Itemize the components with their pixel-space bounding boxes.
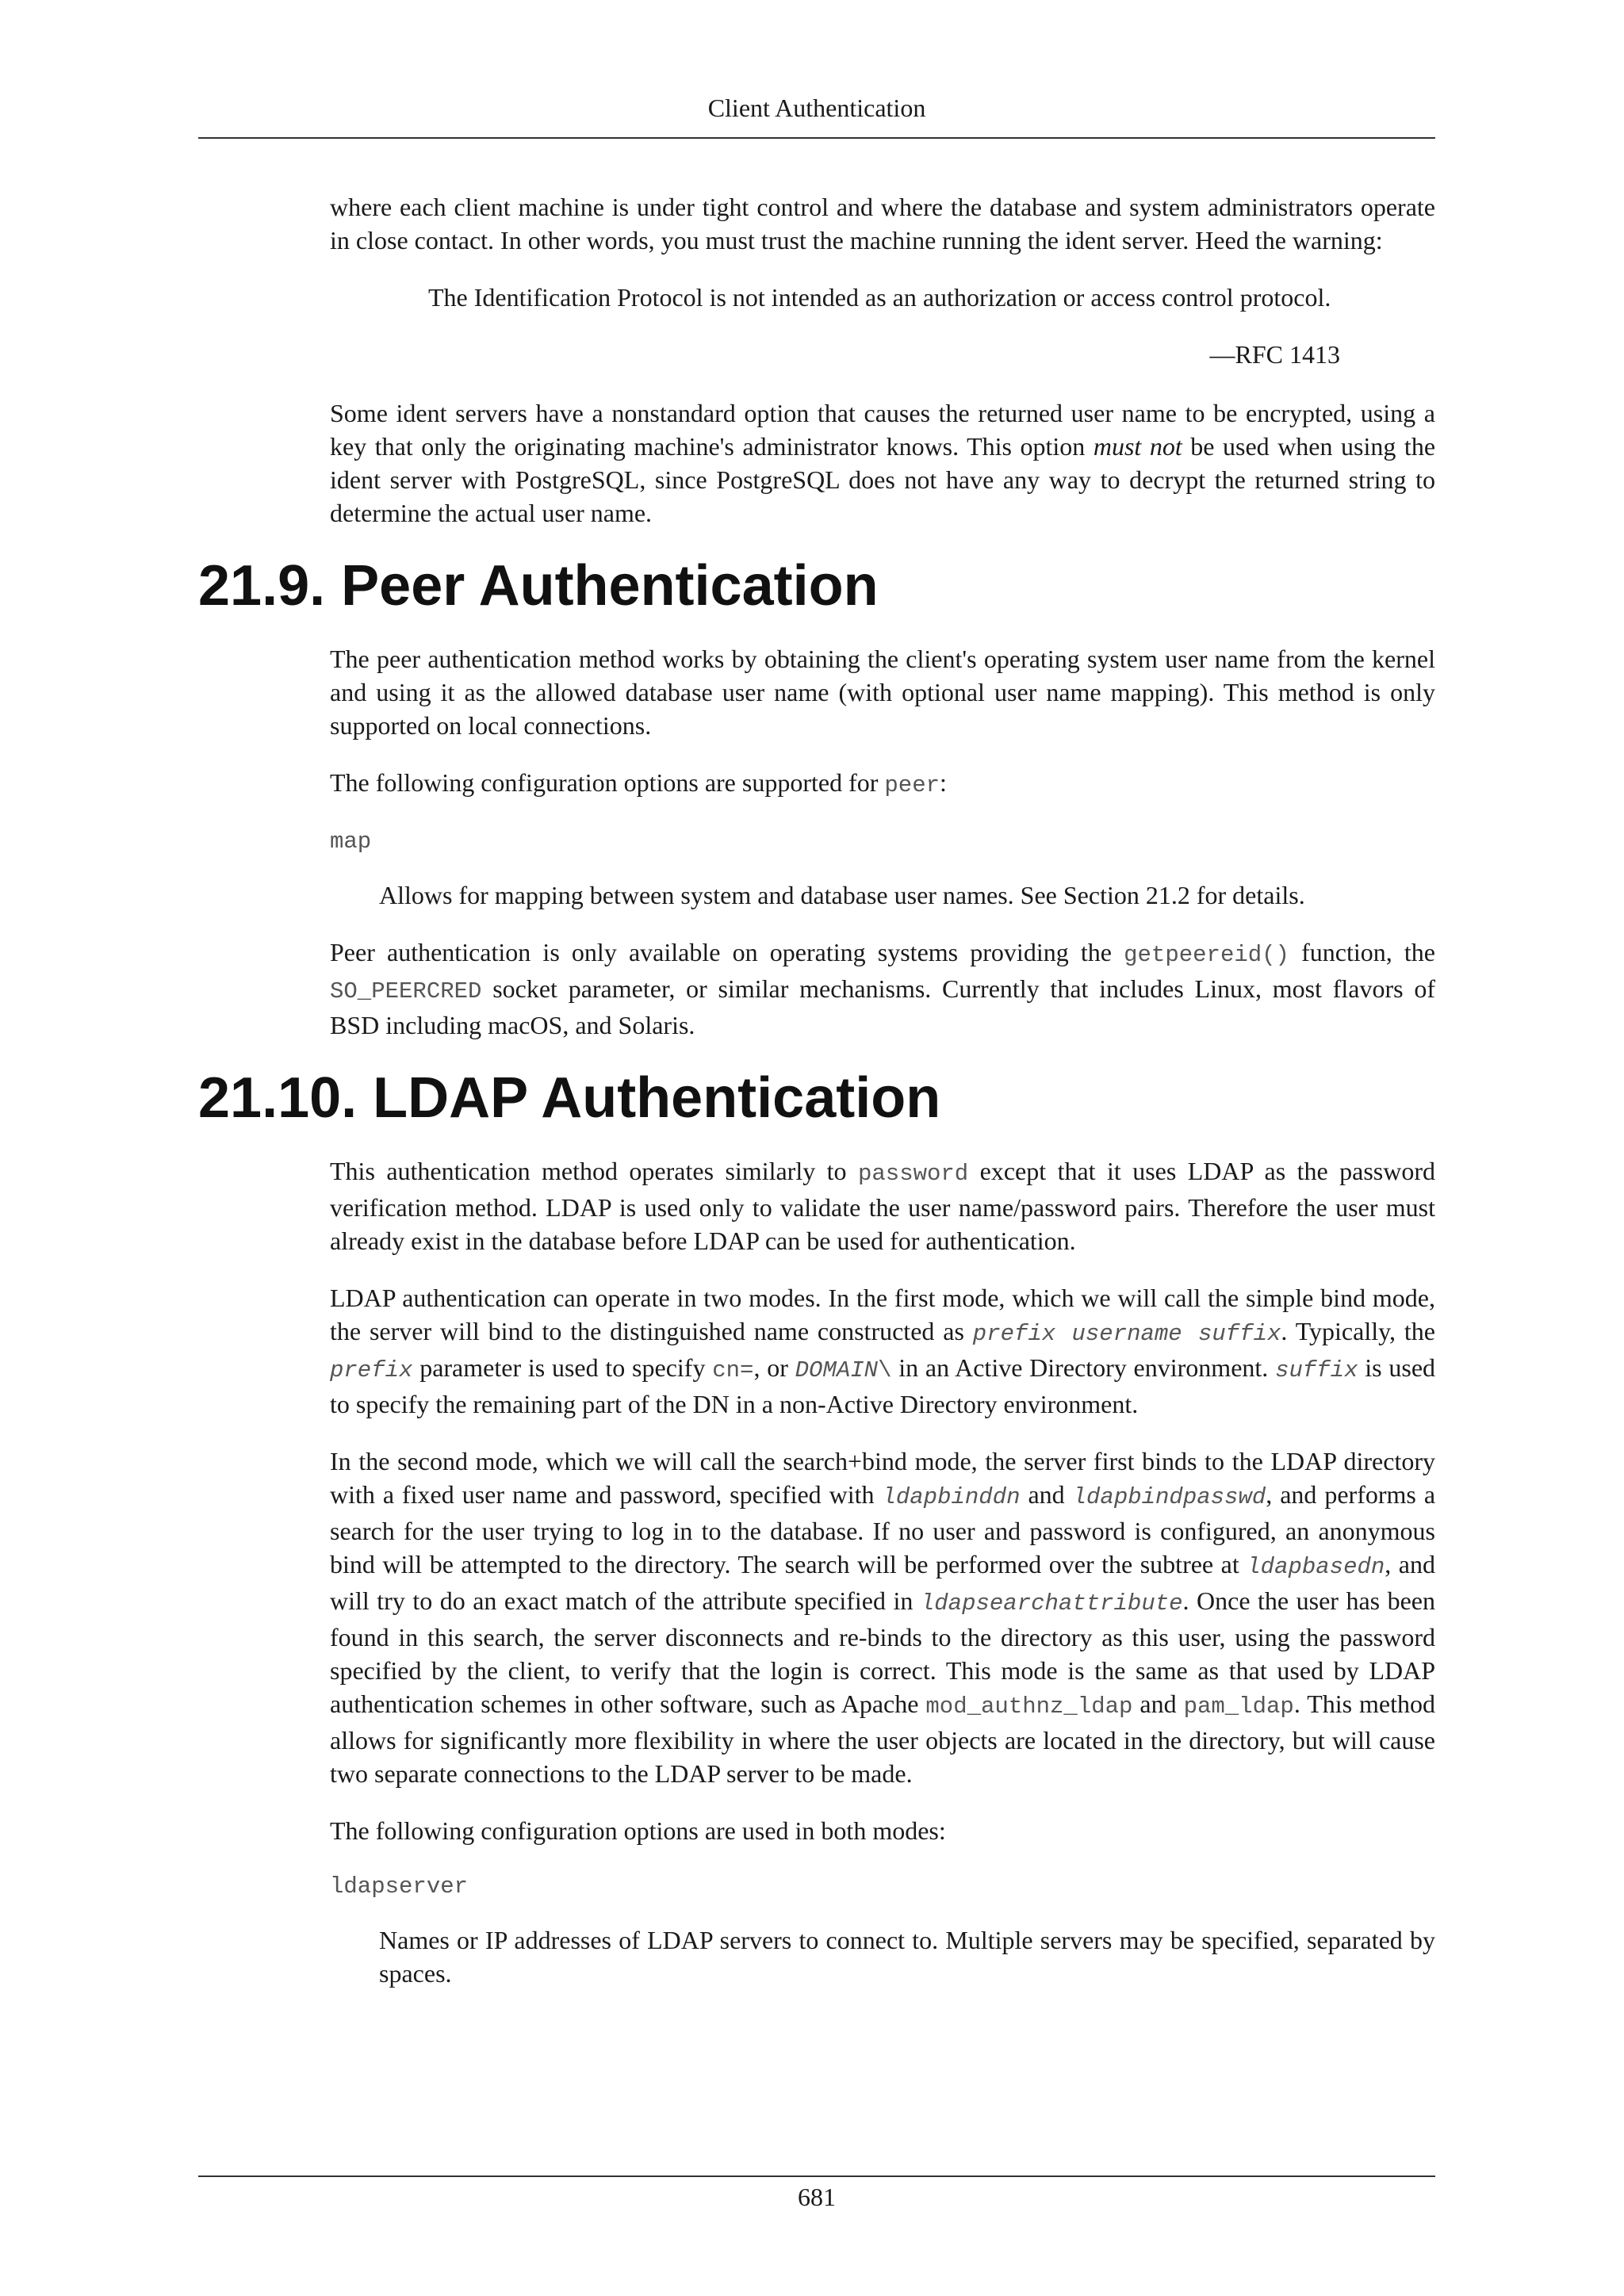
code-literal: mod_authnz_ldap: [925, 1693, 1133, 1720]
code-literal: peer: [884, 772, 940, 798]
text: :: [940, 768, 947, 797]
quote-text: The Identification Protocol is not intended as an authorization or access control protocol.: [428, 283, 1331, 312]
text: in an Active Directory environment.: [891, 1353, 1276, 1382]
text: , and performs a search for the user trying to log in to the database. If no user and password is configured, an anonymous bind will be attempted to the directory. The search will be performed over the subtree at: [330, 1480, 1436, 1578]
text: parameter is used to specify: [412, 1353, 713, 1382]
section-heading-peer: 21.9. Peer Authentication: [198, 554, 879, 618]
code-literal: SO_PEERCRED: [330, 978, 482, 1004]
text: and: [1132, 1689, 1184, 1718]
code-literal: pam_ldap: [1183, 1693, 1294, 1720]
option-definition-ldapserver: Names or IP addresses of LDAP servers to connect to. Multiple servers may be specified, separated by spaces.: [379, 1926, 1435, 1988]
text: is used to specify the remaining part of the DN in a non-Active Directory environment.: [330, 1353, 1436, 1418]
section-heading-ldap: 21.10. LDAP Authentication: [198, 1066, 941, 1130]
option-term-map: map: [330, 828, 372, 855]
option-term-ldapserver: ldapserver: [330, 1873, 469, 1900]
text: Some ident servers have a nonstandard option that causes the returned user name to be encrypted, using a key that only the originating machine's administrator knows. This option: [330, 399, 1435, 461]
ldap-simple-bind-paragraph: [330, 1281, 1435, 1421]
code-replaceable: ldapbinddn: [882, 1484, 1021, 1510]
text: . Typically, the: [1281, 1317, 1435, 1345]
text: LDAP authentication can operate in two modes. In the first mode, which we will call the simple bind mode, the server will bind to the distinguished name constructed as: [330, 1284, 1435, 1345]
page-number: 681: [798, 2183, 836, 2211]
running-header: Client Authentication: [707, 94, 926, 122]
epigraph-quote: [428, 281, 1340, 371]
page-content: [198, 190, 1436, 2014]
code-replaceable: ldapsearchattribute: [920, 1590, 1183, 1617]
text: , and will try to do an exact match of the attribute specified in: [330, 1550, 1436, 1615]
ident-encryption-paragraph: [330, 396, 1435, 530]
emphasis: must not: [1093, 432, 1182, 461]
code-replaceable: ldapbindpasswd: [1072, 1484, 1266, 1510]
quote-source: —RFC 1413: [1209, 340, 1340, 369]
text: . Once the user has been found in this search, the server disconnects and re-binds to the directory as this user, using the password specified by the client, to verify that the login is correct. This mode is the same as that used by LDAP authentication schemes in other software, such as Apache: [330, 1586, 1436, 1718]
code-replaceable: DOMAIN: [795, 1357, 879, 1383]
option-definition-map: Allows for mapping between system and database user names. See Section 21.2 for details.: [379, 881, 1305, 909]
text: except that it uses LDAP as the password verification method. LDAP is used only to validate the user name/password pairs. Therefore the user must already exist in the database before LDAP can be used for authentication.: [330, 1157, 1436, 1255]
ldap-intro-paragraph: [330, 1154, 1435, 1257]
intro-paragraph: where each client machine is under tight control and where the database and system administrators operate in close contact. In other words, you must trust the machine running the ident server. Heed the warning:: [330, 193, 1435, 254]
code-replaceable: suffix: [1275, 1357, 1358, 1383]
text: and: [1020, 1480, 1073, 1509]
text: The following configuration options are supported for: [330, 768, 885, 797]
ldap-search-bind-paragraph: [330, 1445, 1435, 1790]
code-literal: cn=: [712, 1357, 754, 1383]
text: function, the: [1289, 938, 1436, 966]
code-replaceable: prefix username suffix: [972, 1321, 1281, 1347]
peer-intro-paragraph: The peer authentication method works by obtaining the client's operating system user name from the kernel and using it as the allowed database user name (with optional user name mapping). This method is only supported on local connections.: [330, 645, 1435, 740]
code-literal: password: [857, 1161, 969, 1187]
text: , or: [753, 1353, 795, 1382]
text: In the second mode, which we will call the search+bind mode, the server first binds to the LDAP directory with a fixed user name and password, specified with: [330, 1447, 1435, 1509]
text: Peer authentication is only available on operating systems providing the: [330, 938, 1124, 966]
code-replaceable: prefix: [330, 1357, 413, 1383]
text: . This method allows for significantly more flexibility in where the user objects are located in the directory, but will cause two separate connections to the LDAP server to be made.: [330, 1689, 1436, 1788]
code-literal: \: [878, 1357, 892, 1383]
text: socket parameter, or similar mechanisms. Currently that includes Linux, most flavors of BSD including macOS, and Solaris.: [330, 974, 1435, 1039]
header-rule: [198, 137, 1435, 139]
peer-options-paragraph: [330, 766, 1435, 802]
footer-rule: [198, 2175, 1435, 2177]
text: be used when using the ident server with PostgreSQL, since PostgreSQL does not have any way to decrypt the returned string to determine the actual user name.: [330, 432, 1436, 527]
code-replaceable: ldapbasedn: [1247, 1554, 1385, 1580]
text: This authentication method operates similarly to: [330, 1157, 858, 1185]
code-literal: getpeereid(): [1124, 942, 1289, 968]
peer-availability-paragraph: [330, 936, 1435, 1042]
ldap-options-paragraph: The following configuration options are used in both modes:: [330, 1816, 946, 1845]
